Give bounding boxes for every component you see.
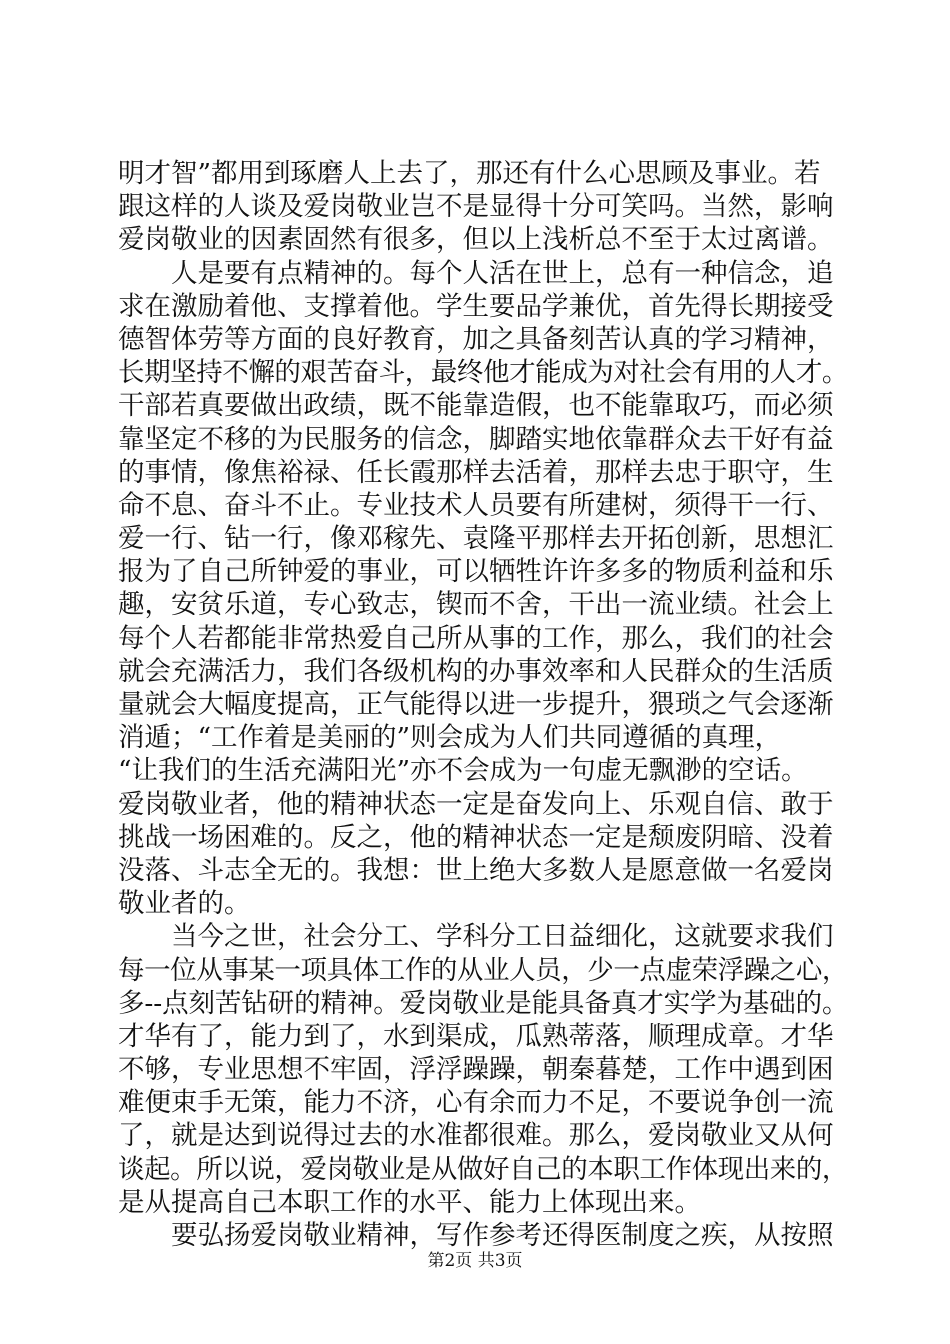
text-line: 报为了自己所钟爱的事业，可以牺牲许许多多的物质利益和乐: [118, 556, 834, 588]
paragraph: [118, 157, 848, 257]
text-line: 是从提高自己本职工作的水平、能力上体现出来。: [118, 1186, 701, 1218]
text-line: 消遁；“工作着是美丽的”则会成为人们共同遵循的真理，: [118, 722, 782, 754]
text-line: 没落、斗志全无的。我想：世上绝大多数人是愿意做一名爱岗: [118, 854, 834, 886]
document-body: [118, 157, 848, 1252]
text-line: 干部若真要做出政绩，既不能靠造假，也不能靠取巧，而必须: [118, 390, 834, 422]
text-line: 求在激励着他、支撑着他。学生要品学兼优，首先得长期接受: [118, 290, 834, 322]
text-line: 谈起。所以说，爱岗敬业是从做好自己的本职工作体现出来的，: [118, 1153, 848, 1185]
text-line: 量就会大幅度提高，正气能得以进一步提升，猥琐之气会逐渐: [118, 689, 834, 720]
text-line: 多--点刻苦钻研的精神。爱岗敬业是能具备真才实学为基础的。: [118, 987, 849, 1019]
text-line: 当今之世，社会分工、学科分工日益细化，这就要求我们: [171, 921, 834, 953]
text-line: 了，就是达到说得过去的水准都很难。那么，爱岗敬业又从何: [118, 1120, 834, 1152]
text-line: 爱一行、钻一行，像邓稼先、袁隆平那样去开拓创新，思想汇: [118, 523, 834, 555]
paragraph: [118, 920, 848, 1219]
text-line: 跟这样的人谈及爱岗敬业岂不是显得十分可笑吗。当然，影响: [118, 191, 834, 223]
text-line: 命不息、奋斗不止。专业技术人员要有所建树，须得干一行、: [118, 489, 834, 521]
text-line: 就会充满活力，我们各级机构的办事效率和人民群众的生活质: [118, 655, 834, 687]
text-line: 每一位从事某一项具体工作的从业人员，少一点虚荣浮躁之心，: [118, 954, 848, 986]
text-line: 人是要有点精神的。每个人活在世上，总有一种信念，追: [171, 257, 834, 289]
text-line: 趣，安贫乐道，专心致志，锲而不舍，干出一流业绩。社会上: [118, 589, 834, 621]
text-line: 的事情，像焦裕禄、任长霞那样去活着，那样去忠于职守，生: [118, 456, 834, 488]
text-line: 每个人若都能非常热爱自己所从事的工作，那么，我们的社会: [118, 622, 834, 654]
text-line: 德智体劳等方面的良好教育，加之具备刻苦认真的学习精神，: [118, 323, 834, 355]
text-line: 敬业者的。: [118, 888, 251, 920]
text-line: 难便束手无策，能力不济，心有余而力不足，不要说争创一流: [118, 1087, 834, 1119]
text-line: 爱岗敬业者，他的精神状态一定是奋发向上、乐观自信、敢于: [118, 788, 834, 820]
text-line: 爱岗敬业的因素固然有很多，但以上浅析总不至于太过离谱。: [118, 224, 834, 256]
text-line: 挑战一场困难的。反之，他的精神状态一定是颓废阴暗、没着: [118, 821, 834, 853]
text-line: 明才智”都用到琢磨人上去了，那还有什么心思顾及事业。若: [118, 158, 821, 189]
text-line: “让我们的生活充满阳光”亦不会成为一句虚无飘渺的空话。: [118, 755, 808, 787]
paragraph: [118, 257, 848, 921]
text-line: 靠坚定不移的为民服务的信念，脚踏实地依靠群众去干好有益: [118, 423, 834, 455]
page-number-footer: 第2页 共3页: [427, 1251, 523, 1271]
text-line: 才华有了，能力到了，水到渠成，瓜熟蒂落，顺理成章。才华: [118, 1020, 834, 1052]
text-line: 不够，专业思想不牢固，浮浮躁躁，朝秦暮楚，工作中遇到困: [118, 1054, 834, 1086]
text-line: 长期坚持不懈的艰苦奋斗，最终他才能成为对社会有用的人才。: [118, 357, 848, 389]
text-line: 要弘扬爱岗敬业精神，写作参考还得医制度之疾，从按照: [171, 1220, 834, 1251]
